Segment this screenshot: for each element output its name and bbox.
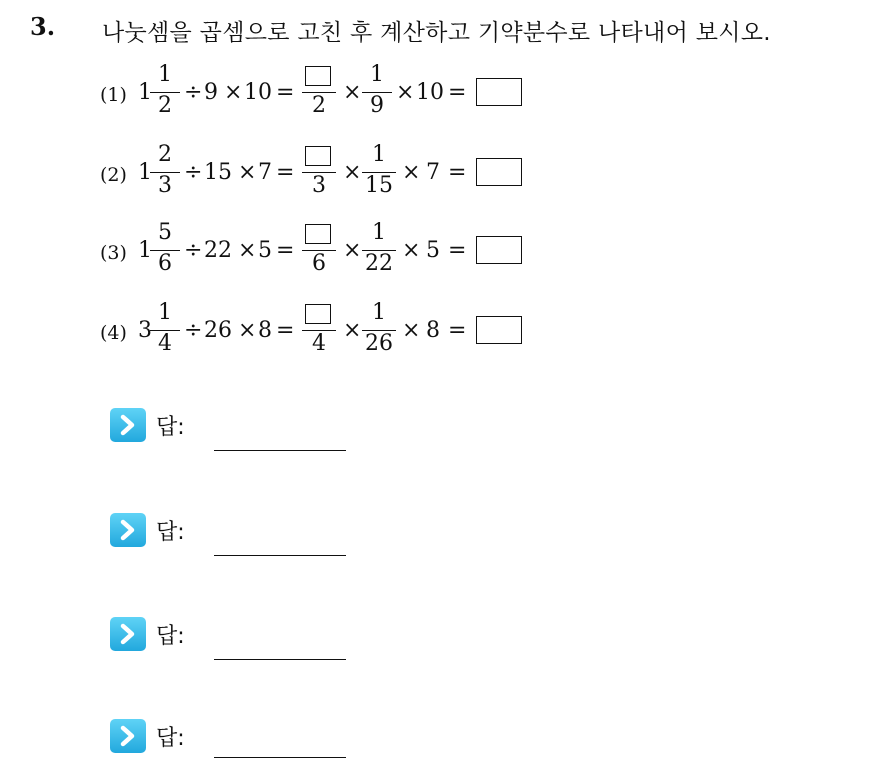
divisor: 15 — [204, 160, 232, 185]
times-sign: × — [343, 238, 362, 263]
multiplier: 7 — [426, 160, 440, 185]
answer-blank[interactable] — [214, 757, 346, 758]
problem-1 — [100, 62, 540, 132]
result-answer-box[interactable] — [476, 78, 522, 106]
result-answer-box[interactable] — [476, 158, 522, 186]
answer-label: 답: — [156, 624, 185, 649]
reciprocal-fraction — [362, 220, 396, 280]
times-sign: × — [238, 238, 257, 263]
blank-fraction — [302, 142, 336, 202]
equals-sign: = — [448, 238, 467, 263]
answer-row-1 — [110, 408, 370, 458]
multiplier: 5 — [258, 238, 272, 263]
multiplier: 10 — [244, 80, 272, 105]
chevron-right-icon — [110, 719, 146, 753]
equals-sign: = — [276, 238, 295, 263]
times-sign: × — [224, 80, 243, 105]
numerator-answer-box[interactable] — [305, 66, 331, 86]
result-answer-box[interactable] — [476, 316, 522, 344]
fraction-numerator: 1 — [372, 142, 386, 167]
blank-fraction — [302, 220, 336, 280]
times-sign: × — [402, 318, 421, 343]
fraction-numerator: 1 — [372, 220, 386, 245]
answer-label: 답: — [156, 726, 185, 751]
chevron-right-icon — [110, 513, 146, 547]
question-instruction: 나눗셈을 곱셈으로 고친 후 계산하고 기약분수로 나타내어 보시오. — [102, 20, 771, 46]
equals-sign: = — [276, 160, 295, 185]
times-sign: × — [343, 80, 362, 105]
fraction-denominator: 6 — [158, 251, 172, 276]
numerator-answer-box[interactable] — [305, 146, 331, 166]
problem-3 — [100, 220, 540, 290]
divisor: 22 — [204, 238, 232, 263]
equals-sign: = — [448, 318, 467, 343]
times-sign: × — [396, 80, 415, 105]
fraction-denominator: 4 — [158, 331, 172, 356]
fraction-numerator: 2 — [158, 142, 172, 167]
divide-sign: ÷ — [184, 160, 203, 185]
chevron-right-icon — [110, 408, 146, 442]
mixed-whole: 1 — [138, 80, 152, 105]
mixed-fraction — [150, 62, 180, 122]
answer-label: 답: — [156, 520, 185, 545]
equals-sign: = — [448, 160, 467, 185]
divide-sign: ÷ — [184, 318, 203, 343]
fraction-denominator: 22 — [365, 251, 393, 276]
fraction-denominator: 2 — [312, 93, 326, 118]
problem-label: (1) — [100, 84, 127, 106]
problem-label: (3) — [100, 242, 127, 264]
answer-blank[interactable] — [214, 555, 346, 556]
blank-fraction — [302, 300, 336, 360]
answer-label: 답: — [156, 415, 185, 440]
divisor: 9 — [204, 80, 218, 105]
times-sign: × — [402, 160, 421, 185]
reciprocal-fraction — [362, 62, 392, 122]
fraction-denominator: 26 — [365, 331, 393, 356]
mixed-whole: 1 — [138, 238, 152, 263]
mixed-fraction — [150, 142, 180, 202]
fraction-numerator: 1 — [370, 62, 384, 87]
divide-sign: ÷ — [184, 80, 203, 105]
answer-row-3 — [110, 617, 370, 667]
answer-row-4 — [110, 719, 370, 769]
problem-4 — [100, 300, 540, 370]
fraction-denominator: 4 — [312, 331, 326, 356]
numerator-answer-box[interactable] — [305, 224, 331, 244]
times-sign: × — [402, 238, 421, 263]
answer-row-2 — [110, 513, 370, 563]
problem-label: (4) — [100, 322, 127, 344]
fraction-denominator: 3 — [312, 173, 326, 198]
divide-sign: ÷ — [184, 238, 203, 263]
equals-sign: = — [276, 318, 295, 343]
multiplier: 8 — [258, 318, 272, 343]
equals-sign: = — [276, 80, 295, 105]
answer-blank[interactable] — [214, 659, 346, 660]
fraction-numerator: 5 — [158, 220, 172, 245]
fraction-numerator: 1 — [158, 300, 172, 325]
fraction-denominator: 3 — [158, 173, 172, 198]
chevron-right-icon — [110, 617, 146, 651]
fraction-denominator: 15 — [365, 173, 393, 198]
fraction-denominator: 9 — [370, 93, 384, 118]
reciprocal-fraction — [362, 300, 396, 360]
fraction-numerator: 1 — [372, 300, 386, 325]
fraction-denominator: 6 — [312, 251, 326, 276]
fraction-denominator: 2 — [158, 93, 172, 118]
numerator-answer-box[interactable] — [305, 304, 331, 324]
mixed-fraction — [150, 220, 180, 280]
fraction-numerator: 1 — [158, 62, 172, 87]
times-sign: × — [238, 160, 257, 185]
times-sign: × — [343, 160, 362, 185]
result-answer-box[interactable] — [476, 236, 522, 264]
reciprocal-fraction — [362, 142, 396, 202]
equals-sign: = — [448, 80, 467, 105]
times-sign: × — [238, 318, 257, 343]
divisor: 26 — [204, 318, 232, 343]
answer-blank[interactable] — [214, 450, 346, 451]
times-sign: × — [343, 318, 362, 343]
mixed-whole: 3 — [138, 318, 152, 343]
mixed-fraction — [150, 300, 180, 360]
multiplier: 8 — [426, 318, 440, 343]
problem-2 — [100, 142, 540, 212]
blank-fraction — [302, 62, 336, 122]
problem-label: (2) — [100, 164, 127, 186]
multiplier: 7 — [258, 160, 272, 185]
multiplier: 5 — [426, 238, 440, 263]
question-number: 3. — [30, 12, 56, 41]
mixed-whole: 1 — [138, 160, 152, 185]
multiplier: 10 — [416, 80, 444, 105]
